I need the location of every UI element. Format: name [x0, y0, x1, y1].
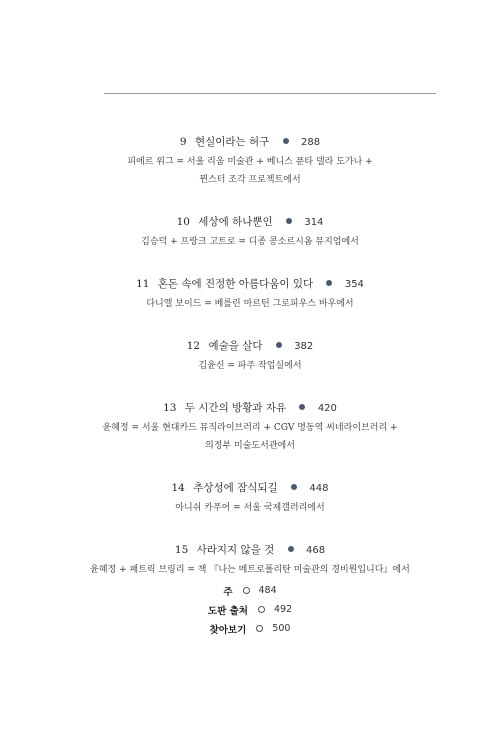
- entry-heading: [0, 541, 500, 560]
- back-matter-page: 492: [273, 604, 293, 615]
- entry-subtitle: [0, 153, 500, 189]
- entry-subtitle: [0, 419, 500, 455]
- subtitle-line: 아니쉬 카푸어 = 서울 국제갤러리에서: [175, 503, 325, 513]
- page-number: 354: [344, 279, 364, 290]
- back-matter-label: 주: [223, 586, 233, 598]
- toc-entry[interactable]: [0, 133, 500, 189]
- entry-subtitle: [0, 357, 500, 375]
- chapter-number: 11: [136, 278, 150, 290]
- chapter-title: 추상성에 잠식되길: [193, 482, 278, 494]
- back-matter-item[interactable]: [0, 619, 500, 638]
- toc-entry[interactable]: [0, 275, 500, 313]
- entry-heading: [0, 399, 500, 418]
- chapter-title: 혼돈 속에 진정한 아름다움이 있다: [157, 278, 314, 290]
- page-number: 288: [300, 137, 321, 148]
- subtitle-line: 의정부 미술도서관에서: [205, 441, 295, 451]
- back-matter: [0, 581, 500, 638]
- back-matter-label: 찾아보기: [209, 624, 247, 636]
- subtitle-line: 다니엘 보이드 = 베를린 마르틴 그로피우스 바우에서: [146, 299, 354, 309]
- table-of-contents: [0, 133, 500, 579]
- chapter-number: 9: [179, 136, 187, 148]
- chapter-number: 12: [186, 340, 201, 352]
- chapter-number: 10: [176, 216, 190, 228]
- circle-icon: [256, 625, 263, 632]
- entry-subtitle: [0, 499, 500, 517]
- entry-heading: [0, 275, 500, 294]
- entry-heading: [0, 133, 500, 152]
- chapter-title: 현실이라는 허구: [194, 136, 270, 148]
- subtitle-line: 뮌스터 조각 프로젝트에서: [199, 175, 301, 185]
- toc-entry[interactable]: [0, 399, 500, 455]
- back-matter-label: 도판 출처: [207, 605, 248, 617]
- subtitle-line: 김승덕 + 프랑크 고트로 = 디종 콩소르시옴 뮤지엄에서: [141, 237, 359, 247]
- chapter-title: 사라지지 않을 것: [196, 544, 275, 556]
- top-rule: [104, 93, 436, 94]
- toc-entry[interactable]: [0, 479, 500, 517]
- page-number: 314: [304, 217, 324, 228]
- toc-entry[interactable]: [0, 337, 500, 375]
- bullet-icon: [291, 484, 297, 490]
- chapter-title: 예술을 살다: [208, 340, 263, 352]
- chapter-number: 14: [171, 482, 185, 494]
- bullet-icon: [288, 546, 294, 552]
- subtitle-line: 김윤신 = 파주 작업실에서: [198, 361, 302, 371]
- entry-heading: [0, 337, 500, 356]
- back-matter-page: 500: [272, 623, 291, 634]
- back-matter-item[interactable]: [0, 600, 500, 619]
- entry-heading: [0, 213, 500, 232]
- toc-entry[interactable]: [0, 213, 500, 251]
- page-number: 382: [294, 341, 314, 352]
- page-number: 468: [306, 545, 326, 556]
- chapter-number: 13: [163, 402, 177, 414]
- chapter-title: 세상에 하나뿐인: [198, 216, 273, 228]
- entry-subtitle: [0, 295, 500, 313]
- back-matter-item[interactable]: [0, 581, 500, 600]
- subtitle-line: 윤혜정 = 서울 현대카드 뮤직라이브러리 + CGV 명동역 씨네라이브러리 +: [102, 423, 398, 433]
- back-matter-page: 484: [258, 585, 277, 596]
- entry-heading: [0, 479, 500, 498]
- page-number: 420: [317, 403, 337, 414]
- entry-subtitle: [0, 561, 500, 579]
- chapter-number: 15: [174, 544, 189, 556]
- entry-subtitle: [0, 233, 500, 251]
- toc-entry[interactable]: [0, 541, 500, 579]
- subtitle-line: 피에르 위그 = 서울 리움 미술관 + 베니스 푼타 델라 도가나 +: [127, 157, 373, 167]
- bullet-icon: [283, 138, 289, 144]
- subtitle-line: 윤혜정 + 패트릭 브링리 = 책 『나는 메트로폴리탄 미술관의 경비원입니다』에서: [90, 565, 410, 575]
- circle-icon: [243, 587, 250, 594]
- bullet-icon: [276, 342, 282, 348]
- bullet-icon: [299, 404, 305, 410]
- bullet-icon: [326, 280, 332, 286]
- chapter-title: 두 시간의 방황과 자유: [184, 402, 287, 414]
- page-number: 448: [309, 483, 329, 494]
- bullet-icon: [286, 218, 292, 224]
- circle-icon: [258, 606, 265, 613]
